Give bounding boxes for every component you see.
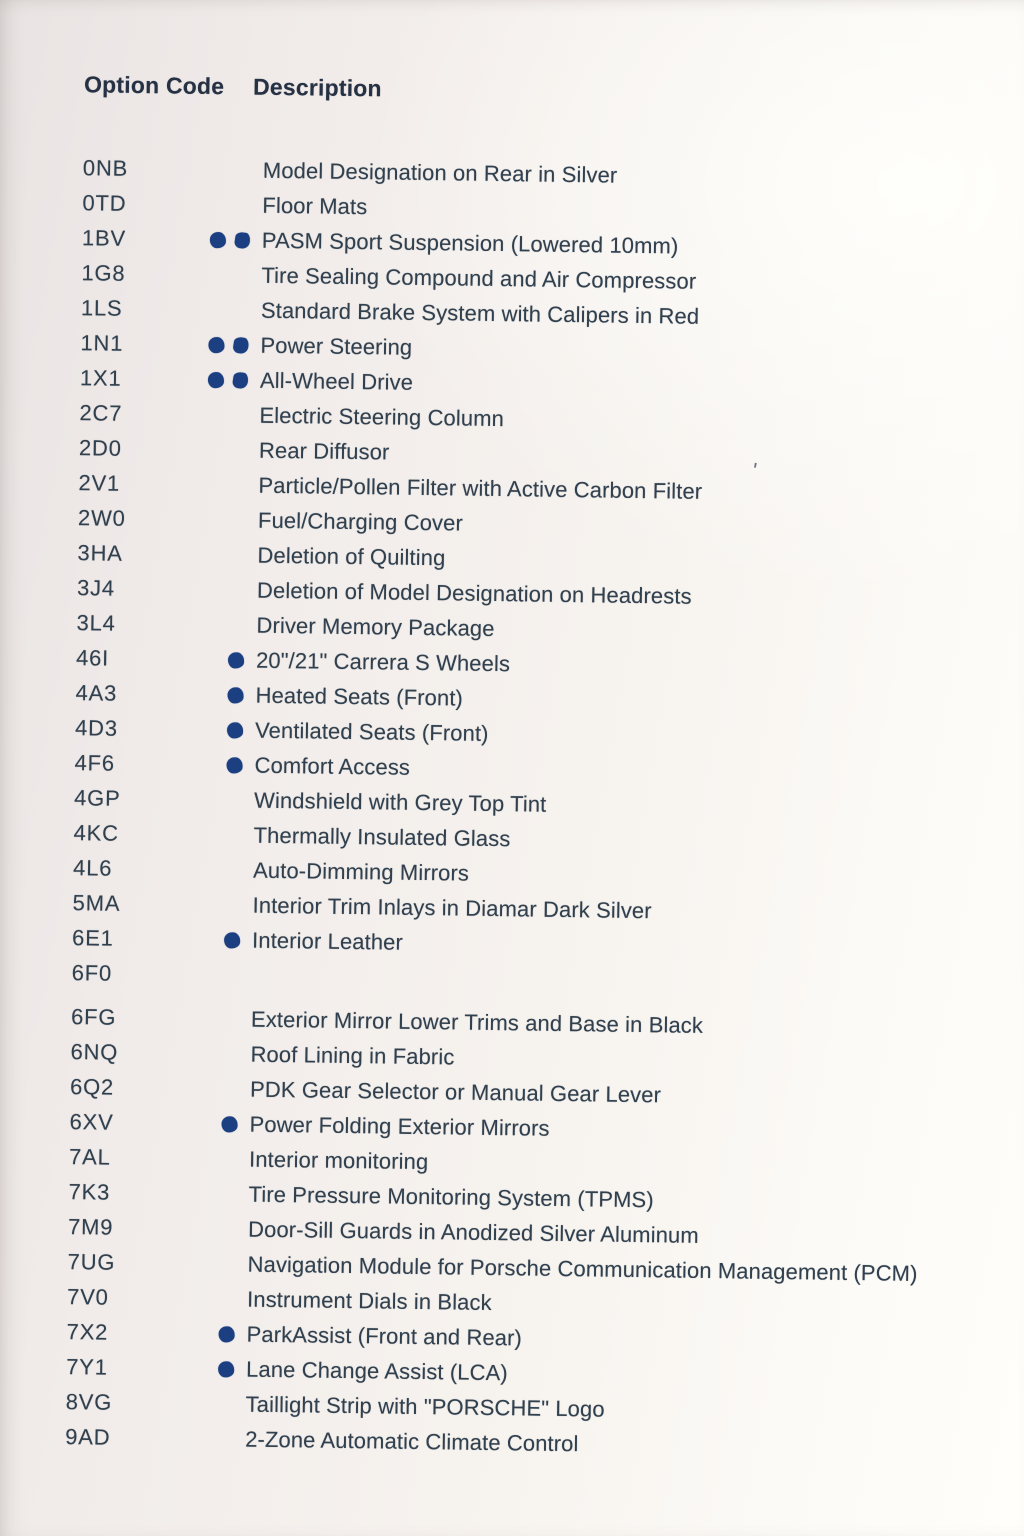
marker-dot-icon	[228, 652, 244, 668]
option-code-cell: 2W0	[77, 504, 126, 531]
marker-dots	[190, 519, 258, 520]
marker-dots	[178, 1360, 246, 1377]
option-code-cell: 1LS	[80, 294, 123, 321]
marker-dot-icon	[208, 336, 224, 352]
marker-dot-icon	[227, 722, 243, 738]
marker-dot-icon	[221, 1116, 237, 1132]
description-cell: Particle/Pollen Filter with Active Carbon Filter	[258, 472, 703, 504]
marker-dots	[189, 624, 257, 625]
description-cell: Heated Seats (Front)	[255, 682, 464, 711]
marker-dots	[193, 309, 261, 310]
option-code-cell: 4GP	[73, 784, 121, 811]
marker-dots	[192, 336, 260, 353]
description-cell: Interior Leather	[251, 927, 404, 955]
marker-dots	[194, 204, 262, 205]
description-cell: Model Designation on Rear in Silver	[262, 157, 618, 188]
marker-dots	[186, 834, 254, 835]
option-code-cell: 5MA	[72, 889, 121, 916]
option-code-cell: 3L4	[76, 609, 116, 636]
option-code-cell: 6FG	[70, 1003, 117, 1030]
marker-dot-icon	[232, 371, 249, 389]
option-code-cell: 1BV	[81, 224, 127, 251]
description-cell: Thermally Insulated Glass	[253, 822, 511, 851]
table-body	[0, 149, 1023, 1467]
option-code-cell: 46I	[75, 644, 110, 671]
marker-dot-icon	[232, 336, 249, 354]
description-cell: Power Steering	[260, 332, 413, 360]
description-cell: Door-Sill Guards in Anodized Silver Aluminum	[247, 1216, 699, 1248]
table-header	[0, 0, 1024, 111]
option-code-cell: 4D3	[74, 714, 119, 741]
description-cell: Tire Pressure Monitoring System (TPMS)	[248, 1181, 654, 1212]
description-cell: All-Wheel Drive	[259, 367, 414, 395]
marker-dots	[186, 756, 254, 773]
description-cell: Instrument Dials in Black	[246, 1286, 492, 1315]
column-header-option-code: Option Code	[83, 71, 225, 100]
marker-dots	[180, 1228, 248, 1229]
option-code-cell: 6Q2	[69, 1073, 115, 1100]
option-code-cell: 6E1	[71, 924, 114, 951]
marker-dot-icon	[208, 371, 224, 387]
description-cell: Fuel/Charging Cover	[257, 507, 464, 536]
marker-dots	[192, 371, 260, 388]
marker-dots	[191, 449, 259, 450]
option-code-cell: 4A3	[75, 679, 118, 706]
option-code-cell: 4KC	[73, 819, 120, 846]
option-code-cell: 2D0	[78, 434, 122, 461]
description-cell: Navigation Module for Porsche Communication Management (PCM)	[247, 1251, 918, 1286]
option-code-cell: 3HA	[77, 539, 123, 566]
description-cell: Comfort Access	[254, 752, 411, 780]
marker-dot-icon	[226, 757, 242, 773]
option-code-cell: 6F0	[71, 959, 113, 986]
marker-dots	[187, 721, 255, 738]
marker-dots	[193, 274, 261, 275]
description-cell: Standard Brake System with Calipers in Red	[260, 297, 700, 329]
description-cell: PASM Sport Suspension (Lowered 10mm)	[261, 227, 679, 259]
marker-dots	[186, 799, 254, 800]
marker-dots	[177, 1438, 245, 1439]
description-cell: Rear Diffusor	[258, 437, 390, 465]
marker-dot-icon	[234, 231, 251, 249]
marker-dots	[181, 1115, 249, 1132]
marker-dots	[194, 231, 262, 248]
option-code-cell: 6NQ	[70, 1038, 119, 1065]
marker-dot-icon	[227, 687, 243, 703]
description-cell: Taillight Strip with "PORSCHE" Logo	[245, 1391, 605, 1422]
option-code-cell: 7UG	[67, 1248, 116, 1275]
option-code-cell: 7K3	[68, 1178, 111, 1205]
description-cell: Power Folding Exterior Mirrors	[249, 1111, 550, 1141]
marker-dots	[183, 1053, 251, 1054]
marker-dots	[181, 1193, 249, 1194]
description-cell: ParkAssist (Front and Rear)	[246, 1321, 523, 1350]
marker-dot-icon	[224, 932, 240, 948]
marker-dots	[179, 1325, 247, 1342]
description-cell: PDK Gear Selector or Manual Gear Lever	[249, 1076, 662, 1107]
option-code-cell: 2C7	[79, 399, 123, 426]
marker-dots	[180, 1263, 248, 1264]
option-code-cell: 1G8	[81, 259, 126, 286]
option-code-cell: 6XV	[69, 1108, 114, 1135]
option-code-cell: 0NB	[82, 154, 129, 181]
description-cell: Roof Lining in Fabric	[250, 1041, 455, 1069]
option-code-cell: 9AD	[65, 1423, 111, 1450]
option-code-cell: 1X1	[79, 364, 122, 391]
option-code-cell: 7M9	[67, 1213, 114, 1240]
description-cell: Windshield with Grey Top Tint	[253, 787, 547, 817]
stray-mark: '	[749, 457, 759, 484]
option-code-cell: 2V1	[78, 469, 121, 496]
description-cell: Deletion of Quilting	[257, 542, 446, 570]
marker-dots	[191, 484, 259, 485]
option-code-cell: 8VG	[65, 1388, 113, 1415]
description-cell: Electric Steering Column	[259, 402, 505, 431]
marker-dot-icon	[219, 1326, 235, 1342]
option-code-cell: 7Y1	[66, 1353, 108, 1380]
option-code-cell: 7V0	[66, 1283, 109, 1310]
description-cell: Tire Sealing Compound and Air Compressor	[261, 262, 697, 294]
marker-dots	[187, 686, 255, 703]
option-code-cell: 1N1	[80, 329, 124, 356]
option-code-cell: 7X2	[66, 1318, 109, 1345]
marker-dots	[183, 1018, 251, 1019]
option-code-cell: 4F6	[74, 749, 116, 776]
description-cell: Auto-Dimming Mirrors	[252, 857, 470, 886]
marker-dots	[178, 1403, 246, 1404]
description-cell: Exterior Mirror Lower Trims and Base in Black	[250, 1006, 704, 1038]
description-cell: Deletion of Model Designation on Headrests	[256, 577, 692, 609]
marker-dot-icon	[218, 1361, 234, 1377]
marker-dots	[185, 869, 253, 870]
marker-dots	[179, 1298, 247, 1299]
option-code-cell: 7AL	[68, 1143, 111, 1170]
option-code-cell: 3J4	[76, 574, 116, 601]
option-code-cell: 4L6	[72, 854, 113, 881]
description-cell: Floor Mats	[262, 192, 368, 219]
marker-dots	[188, 651, 256, 668]
marker-dots	[189, 589, 257, 590]
description-cell: Lane Change Assist (LCA)	[245, 1356, 508, 1385]
marker-dots	[191, 414, 259, 415]
marker-dots	[195, 169, 263, 170]
description-cell: Interior Trim Inlays in Diamar Dark Silver	[252, 892, 652, 923]
description-cell: Ventilated Seats (Front)	[254, 717, 489, 746]
description-cell: Driver Memory Package	[256, 612, 495, 641]
description-cell: 20"/21" Carrera S Wheels	[255, 647, 511, 676]
description-cell: 2-Zone Automatic Climate Control	[245, 1426, 579, 1456]
marker-dots	[181, 1158, 249, 1159]
column-header-description: Description	[252, 73, 382, 102]
marker-dots	[184, 931, 252, 948]
description-cell: Interior monitoring	[248, 1146, 429, 1174]
option-code-cell: 0TD	[82, 189, 127, 216]
marker-dots	[185, 904, 253, 905]
marker-dots	[190, 554, 258, 555]
marker-dots	[184, 974, 252, 975]
marker-dots	[182, 1088, 250, 1089]
marker-dot-icon	[210, 231, 226, 247]
